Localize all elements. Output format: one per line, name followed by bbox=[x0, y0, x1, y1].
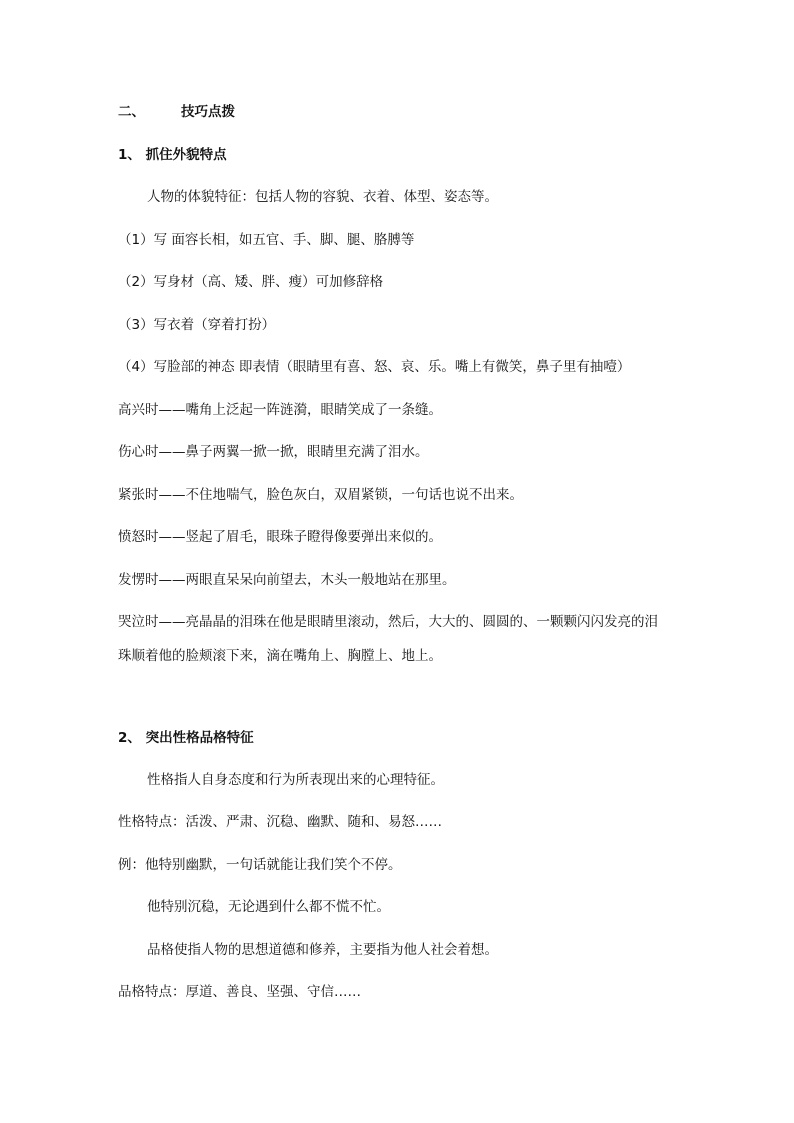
appearance-item-4: （4）写脸部的神态 即表情（眼睛里有喜、怒、哀、乐。嘴上有微笑，鼻子里有抽噎） bbox=[118, 359, 631, 375]
personality-traits: 性格特点：活泼、严肃、沉稳、幽默、随和、易怒…… bbox=[118, 814, 442, 830]
personality-example-2: 他特别沉稳，无论遇到什么都不慌不忙。 bbox=[147, 899, 390, 915]
appearance-item-2: （2）写身材（高、矮、胖、瘦）可加修辞格 bbox=[118, 274, 384, 290]
section-heading bbox=[118, 103, 235, 121]
expression-example-crying-line2: 珠顺着他的脸颊滚下来，滴在嘴角上、胸膛上、地上。 bbox=[118, 648, 442, 664]
subsection1-title: 1、 抓住外貌特点 bbox=[118, 147, 227, 163]
personality-definition: 性格指人自身态度和行为所表现出来的心理特征。 bbox=[147, 772, 444, 788]
appearance-intro: 人物的体貌特征：包括人物的容貌、衣着、体型、姿态等。 bbox=[147, 189, 498, 205]
appearance-item-1: （1）写 面容长相，如五官、手、脚、腿、胳膊等 bbox=[118, 232, 415, 248]
expression-example-happy: 高兴时——嘴角上泛起一阵涟漪，眼睛笑成了一条缝。 bbox=[118, 402, 442, 418]
expression-example-stunned: 发愣时——两眼直呆呆向前望去，木头一般地站在那里。 bbox=[118, 572, 456, 588]
expression-example-nervous: 紧张时——不住地喘气，脸色灰白，双眉紧锁，一句话也说不出来。 bbox=[118, 487, 523, 503]
appearance-item-3: （3）写衣着（穿着打扮） bbox=[118, 317, 276, 333]
character-definition: 品格使指人物的思想道德和修养，主要指为他人社会着想。 bbox=[147, 942, 498, 958]
subsection2-title: 2、 突出性格品格特征 bbox=[118, 730, 254, 746]
expression-example-sad: 伤心时——鼻子两翼一掀一掀，眼睛里充满了泪水。 bbox=[118, 444, 429, 460]
expression-example-crying-line1: 哭泣时——亮晶晶的泪珠在他是眼睛里滚动，然后，大大的、圆圆的、一颗颗闪闪发亮的泪 bbox=[118, 614, 658, 630]
section-title: 技巧点拨 bbox=[181, 104, 235, 120]
personality-example-1: 例：他特别幽默，一句话就能让我们笑个不停。 bbox=[118, 857, 402, 873]
character-traits: 品格特点：厚道、善良、坚强、守信…… bbox=[118, 984, 361, 1000]
expression-example-angry: 愤怒时——竖起了眉毛，眼珠子瞪得像要弹出来似的。 bbox=[118, 529, 442, 545]
section-number: 二、 bbox=[118, 104, 145, 120]
